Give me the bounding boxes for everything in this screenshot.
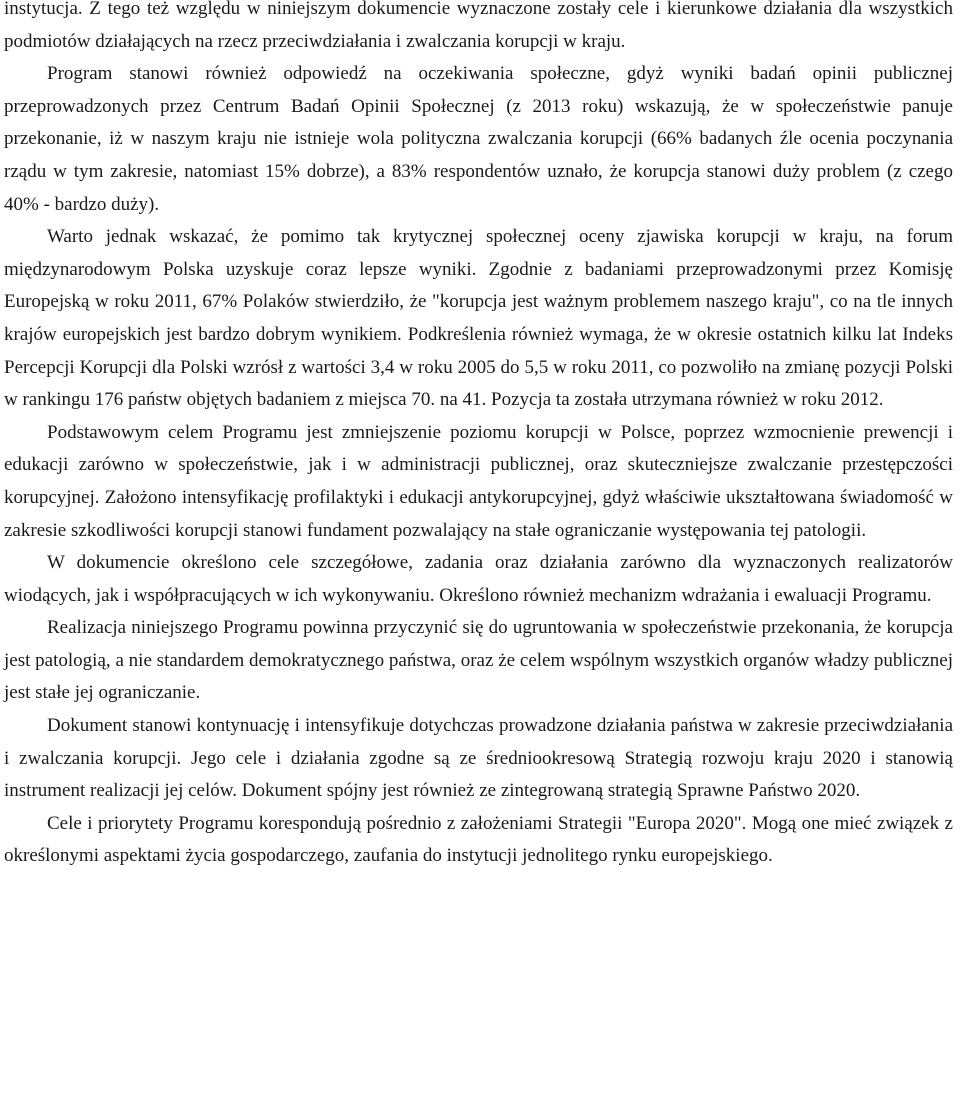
paragraph-detailed-goals: W dokumencie określono cele szczegółowe, zadania oraz działania zarówno dla wyznaczonych realizatorów wiodących, jak i współpracujących w ich wykonywaniu. Określono również mechanizm wdrażania i ewaluacji Programu. bbox=[4, 552, 953, 606]
paragraph-public-opinion: Program stanowi również odpowiedź na oczekiwania społeczne, gdyż wyniki badań opinii publicznej przeprowadzonych przez Centrum Badań Opinii Społecznej (z 2013 roku) wskazują, że w społeczeństwie panuje przekonanie, iż w naszym kraju nie istnieje wola polityczna zwalczania korupcji (66% badanych źle ocenia poczynania rządu w tym zakresie, natomiast 15% dobrze), a 83% respondentów uznało, że korupcja stanowi duży problem (z czego 40% - bardzo duży). bbox=[4, 63, 953, 215]
paragraph-implementation: Realizacja niniejszego Programu powinna przyczynić się do ugruntowania w społeczeństwie przekonania, że korupcja jest patologią, a nie standardem demokratycznego państwa, oraz że celem wspólnym wszystkich organów władzy publicznej jest stałe jej ograniczanie. bbox=[4, 617, 953, 704]
paragraph-europe-2020: Cele i priorytety Programu korespondują pośrednio z założeniami Strategii "Europa 2020". Mogą one mieć związek z określonymi aspektami życia gospodarczego, zaufania do instytucji jednolitego rynku europejskiego. bbox=[4, 812, 953, 867]
paragraph-international-results: Warto jednak wskazać, że pomimo tak krytycznej społecznej oceny zjawiska korupcji w kraju, na forum międzynarodowym Polska uzyskuje coraz lepsze wyniki. Zgodnie z badaniami przeprowadzonymi przez Komisję Europejską w roku 2011, 67% Polaków stwierdziło, że "korupcja jest ważnym problemem naszego kraju", co na tle innych krajów europejskich jest bardzo dobrym wynikiem. Podkreślenia również wymaga, że w okresie ostatnich kilku lat Indeks Percepcji Korupcji dla Polski wzrósł z wartości 3,4 w roku 2005 do 5,5 w roku 2011, co pozwoliło na zmianę pozycji Polski w rankingu 176 państw objętych badaniem z miejsca 70. na 41. Pozycja ta została utrzymana również w roku 2012. bbox=[4, 226, 953, 411]
paragraph-continuation-strategy: Dokument stanowi kontynuację i intensyfikuje dotychczas prowadzone działania państwa w zakresie przeciwdziałania i zwalczania korupcji. Jego cele i działania zgodne są ze średniookresową Strategią rozwoju kraju 2020 i stanowią instrument realizacji jej celów. Dokument spójny jest również ze zintegrowaną strategią Sprawne Państwo 2020. bbox=[4, 715, 953, 802]
paragraph-continuation: instytucja. Z tego też względu w niniejszym dokumencie wyznaczone zostały cele i kierunkowe działania dla wszystkich podmiotów działających na rzecz przeciwdziałania i zwalczania korupcji w kraju. bbox=[4, 0, 953, 52]
paragraph-main-goal: Podstawowym celem Programu jest zmniejszenie poziomu korupcji w Polsce, poprzez wzmocnienie prewencji i edukacji zarówno w społeczeństwie, jak i w administracji publicznej, oraz skuteczniejsze zwalczanie przestępczości korupcyjnej. Założono intensyfikację profilaktyki i edukacji antykorupcyjnej, gdyż właściwie ukształtowana świadomość w zakresie szkodliwości korupcji stanowi fundament pozwalający na stałe ograniczanie występowania tej patologii. bbox=[4, 421, 953, 541]
